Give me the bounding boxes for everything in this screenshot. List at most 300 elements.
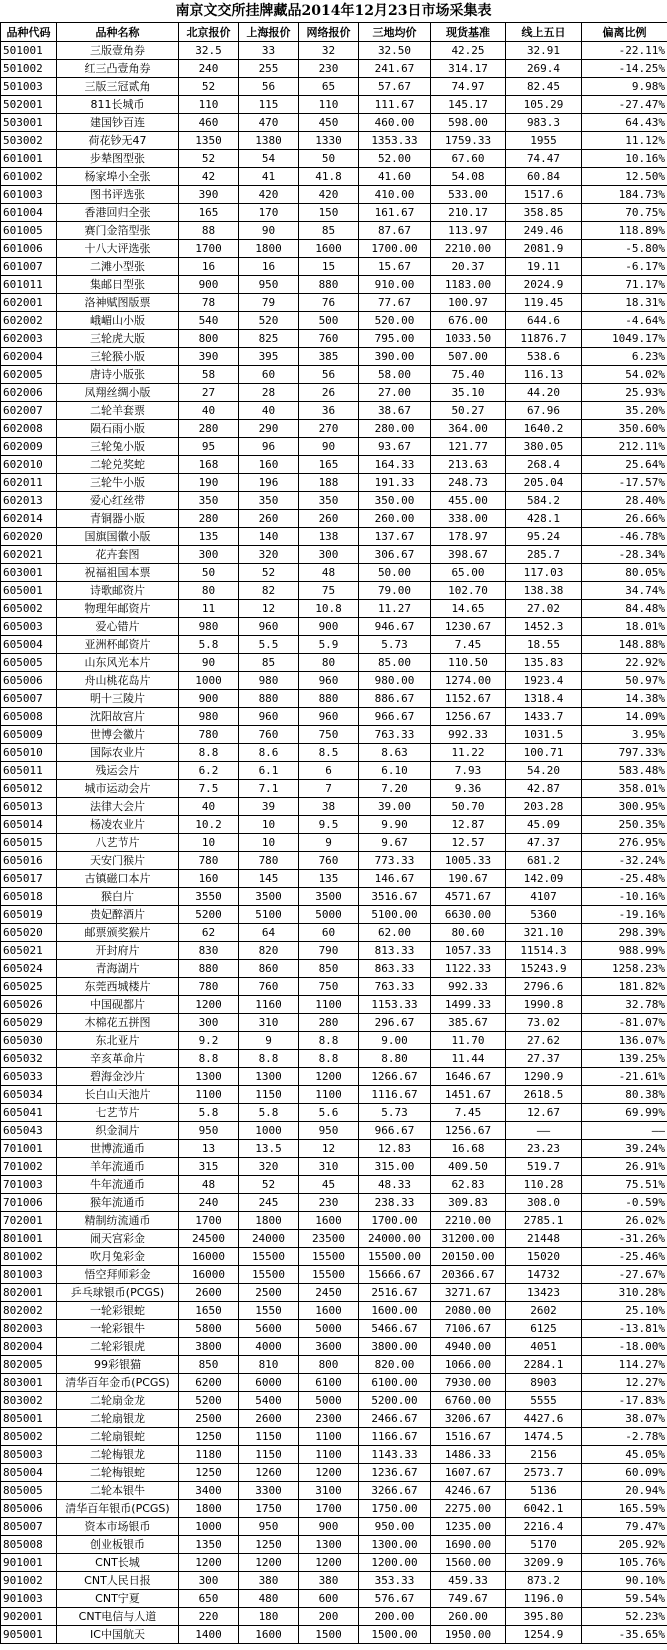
cell-avg: 1153.33 xyxy=(359,996,431,1014)
cell-online: 1700 xyxy=(299,1500,359,1518)
cell-5day: 23.23 xyxy=(506,1140,582,1158)
cell-code: 602010 xyxy=(1,456,57,474)
cell-spot: 213.63 xyxy=(431,456,506,474)
cell-deviation: 181.82% xyxy=(582,978,667,996)
cell-name: 二轮扇银龙 xyxy=(57,1410,179,1428)
cell-code: 801001 xyxy=(1,1230,57,1248)
table-row xyxy=(1,1356,667,1374)
cell-online: 230 xyxy=(299,1194,359,1212)
cell-online: 230 xyxy=(299,60,359,78)
cell-spot: 7.45 xyxy=(431,636,506,654)
table-row xyxy=(1,1518,667,1536)
table-row xyxy=(1,1014,667,1032)
cell-online: 45 xyxy=(299,1176,359,1194)
cell-beijing: 1700 xyxy=(179,1212,239,1230)
table-row xyxy=(1,96,667,114)
cell-name: 资本市场银币 xyxy=(57,1518,179,1536)
cell-code: 602021 xyxy=(1,546,57,564)
cell-online: 32 xyxy=(299,42,359,60)
cell-online: 300 xyxy=(299,546,359,564)
table-row xyxy=(1,726,667,744)
cell-5day: 8903 xyxy=(506,1374,582,1392)
cell-code: 805001 xyxy=(1,1410,57,1428)
cell-spot: 7.45 xyxy=(431,1104,506,1122)
cell-spot: 4246.67 xyxy=(431,1482,506,1500)
table-row xyxy=(1,132,667,150)
cell-deviation: 212.11% xyxy=(582,438,667,456)
cell-5day: 1474.5 xyxy=(506,1428,582,1446)
cell-name: 猴年流通币 xyxy=(57,1194,179,1212)
cell-avg: 62.00 xyxy=(359,924,431,942)
cell-online: 56 xyxy=(299,366,359,384)
cell-avg: 5466.67 xyxy=(359,1320,431,1338)
cell-shanghai: 380 xyxy=(239,1572,299,1590)
cell-5day: 110.28 xyxy=(506,1176,582,1194)
table-row xyxy=(1,978,667,996)
cell-name: 乒乓球银币(PCGS) xyxy=(57,1284,179,1302)
cell-avg: 350.00 xyxy=(359,492,431,510)
cell-spot: 409.50 xyxy=(431,1158,506,1176)
table-row xyxy=(1,906,667,924)
cell-online: 165 xyxy=(299,456,359,474)
cell-avg: 280.00 xyxy=(359,420,431,438)
cell-5day: 54.20 xyxy=(506,762,582,780)
cell-deviation: -18.00% xyxy=(582,1338,667,1356)
cell-name: 洛神赋图版票 xyxy=(57,294,179,312)
cell-online: 26 xyxy=(299,384,359,402)
cell-name: 二轮扇金龙 xyxy=(57,1392,179,1410)
cell-deviation: 114.27% xyxy=(582,1356,667,1374)
cell-online: 900 xyxy=(299,618,359,636)
cell-avg: 241.67 xyxy=(359,60,431,78)
cell-name: 一轮彩银蛇 xyxy=(57,1302,179,1320)
table-row xyxy=(1,294,667,312)
cell-shanghai: 520 xyxy=(239,312,299,330)
cell-name: 三轮兔小版 xyxy=(57,438,179,456)
cell-5day: 2618.5 xyxy=(506,1086,582,1104)
cell-online: 50 xyxy=(299,150,359,168)
table-row xyxy=(1,42,667,60)
cell-avg: 48.33 xyxy=(359,1176,431,1194)
cell-code: 801002 xyxy=(1,1248,57,1266)
cell-name: 羊年流通币 xyxy=(57,1158,179,1176)
cell-online: 1100 xyxy=(299,1428,359,1446)
table-row xyxy=(1,1230,667,1248)
cell-avg: 24000.00 xyxy=(359,1230,431,1248)
cell-online: 850 xyxy=(299,960,359,978)
market-table xyxy=(0,22,667,1644)
table-row xyxy=(1,456,667,474)
cell-5day: 1031.5 xyxy=(506,726,582,744)
cell-shanghai: 2500 xyxy=(239,1284,299,1302)
cell-spot: 455.00 xyxy=(431,492,506,510)
cell-code: 802002 xyxy=(1,1302,57,1320)
cell-shanghai: 12 xyxy=(239,600,299,618)
cell-shanghai: 950 xyxy=(239,1518,299,1536)
cell-code: 601006 xyxy=(1,240,57,258)
cell-name: 舟山桃花岛片 xyxy=(57,672,179,690)
cell-online: 23500 xyxy=(299,1230,359,1248)
cell-spot: 3271.67 xyxy=(431,1284,506,1302)
cell-online: 260 xyxy=(299,510,359,528)
cell-online: 15500 xyxy=(299,1266,359,1284)
cell-name: 99彩银猫 xyxy=(57,1356,179,1374)
cell-online: 1200 xyxy=(299,1068,359,1086)
cell-avg: 15666.67 xyxy=(359,1266,431,1284)
cell-spot: 11.44 xyxy=(431,1050,506,1068)
cell-5day: 1452.3 xyxy=(506,618,582,636)
cell-beijing: 1000 xyxy=(179,672,239,690)
cell-deviation: 70.75% xyxy=(582,204,667,222)
cell-avg: 6100.00 xyxy=(359,1374,431,1392)
cell-deviation: 71.17% xyxy=(582,276,667,294)
cell-name: 天安门猴片 xyxy=(57,852,179,870)
cell-online: 8.5 xyxy=(299,744,359,762)
table-row xyxy=(1,672,667,690)
table-row xyxy=(1,708,667,726)
cell-deviation: 105.76% xyxy=(582,1554,667,1572)
cell-beijing: 780 xyxy=(179,852,239,870)
cell-5day: 428.1 xyxy=(506,510,582,528)
cell-spot: 2210.00 xyxy=(431,1212,506,1230)
table-row xyxy=(1,528,667,546)
cell-online: 1600 xyxy=(299,240,359,258)
cell-deviation: -46.78% xyxy=(582,528,667,546)
cell-name: 法律大会片 xyxy=(57,798,179,816)
cell-beijing: 280 xyxy=(179,420,239,438)
cell-5day: 584.2 xyxy=(506,492,582,510)
cell-code: 701003 xyxy=(1,1176,57,1194)
cell-shanghai: 5.8 xyxy=(239,1104,299,1122)
cell-name: 811长城币 xyxy=(57,96,179,114)
cell-beijing: 16000 xyxy=(179,1248,239,1266)
cell-spot: 74.97 xyxy=(431,78,506,96)
cell-spot: 50.27 xyxy=(431,402,506,420)
cell-avg: 390.00 xyxy=(359,348,431,366)
cell-spot: 3206.67 xyxy=(431,1410,506,1428)
cell-spot: 12.87 xyxy=(431,816,506,834)
cell-shanghai: 1160 xyxy=(239,996,299,1014)
table-row xyxy=(1,762,667,780)
cell-beijing: 830 xyxy=(179,942,239,960)
cell-5day: 1517.6 xyxy=(506,186,582,204)
header-name: 品种名称 xyxy=(57,23,179,42)
cell-beijing: 190 xyxy=(179,474,239,492)
cell-5day: 538.6 xyxy=(506,348,582,366)
cell-name: 古镇磁口本片 xyxy=(57,870,179,888)
cell-5day: 116.13 xyxy=(506,366,582,384)
cell-avg: 164.33 xyxy=(359,456,431,474)
cell-avg: 1266.67 xyxy=(359,1068,431,1086)
cell-avg: 9.00 xyxy=(359,1032,431,1050)
cell-code: 605003 xyxy=(1,618,57,636)
cell-5day: 4107 xyxy=(506,888,582,906)
cell-deviation: 1258.23% xyxy=(582,960,667,978)
cell-name: 碧海金沙片 xyxy=(57,1068,179,1086)
table-row xyxy=(1,546,667,564)
cell-spot: 9.36 xyxy=(431,780,506,798)
cell-code: 902001 xyxy=(1,1608,57,1626)
cell-deviation: -10.16% xyxy=(582,888,667,906)
cell-5day: 983.3 xyxy=(506,114,582,132)
cell-spot: 248.73 xyxy=(431,474,506,492)
cell-online: 1100 xyxy=(299,1446,359,1464)
cell-online: 2300 xyxy=(299,1410,359,1428)
cell-code: 605017 xyxy=(1,870,57,888)
cell-spot: 1451.67 xyxy=(431,1086,506,1104)
cell-spot: 54.08 xyxy=(431,168,506,186)
cell-online: 5000 xyxy=(299,906,359,924)
cell-name: 三轮猴小版 xyxy=(57,348,179,366)
cell-spot: 110.50 xyxy=(431,654,506,672)
cell-shanghai: 1250 xyxy=(239,1536,299,1554)
header-code: 品种代码 xyxy=(1,23,57,42)
cell-deviation: -35.65% xyxy=(582,1626,667,1644)
cell-5day: 15243.9 xyxy=(506,960,582,978)
table-body xyxy=(1,42,667,1644)
cell-online: 950 xyxy=(299,1122,359,1140)
cell-avg: 15.67 xyxy=(359,258,431,276)
cell-online: 5000 xyxy=(299,1320,359,1338)
cell-code: 601005 xyxy=(1,222,57,240)
cell-beijing: 52 xyxy=(179,78,239,96)
cell-online: 600 xyxy=(299,1590,359,1608)
cell-spot: 1066.00 xyxy=(431,1356,506,1374)
cell-code: 805007 xyxy=(1,1518,57,1536)
cell-spot: 398.67 xyxy=(431,546,506,564)
cell-shanghai: 1260 xyxy=(239,1464,299,1482)
cell-code: 605016 xyxy=(1,852,57,870)
cell-deviation: 298.39% xyxy=(582,924,667,942)
cell-shanghai: 3500 xyxy=(239,888,299,906)
cell-shanghai: 5100 xyxy=(239,906,299,924)
cell-deviation: 79.47% xyxy=(582,1518,667,1536)
cell-shanghai: 41 xyxy=(239,168,299,186)
cell-5day: 2602 xyxy=(506,1302,582,1320)
header-online: 网络报价 xyxy=(299,23,359,42)
cell-deviation: -22.11% xyxy=(582,42,667,60)
cell-avg: 3516.67 xyxy=(359,888,431,906)
cell-code: 701006 xyxy=(1,1194,57,1212)
cell-5day: 2081.9 xyxy=(506,240,582,258)
cell-avg: 353.33 xyxy=(359,1572,431,1590)
cell-online: 60 xyxy=(299,924,359,942)
cell-name: 爱心红丝带 xyxy=(57,492,179,510)
table-row xyxy=(1,1032,667,1050)
cell-beijing: 350 xyxy=(179,492,239,510)
cell-spot: 1152.67 xyxy=(431,690,506,708)
cell-code: 905001 xyxy=(1,1626,57,1644)
cell-code: 602003 xyxy=(1,330,57,348)
cell-name: 三版三冠贰角 xyxy=(57,78,179,96)
cell-5day: 268.4 xyxy=(506,456,582,474)
cell-shanghai: 79 xyxy=(239,294,299,312)
cell-name: 世博流通币 xyxy=(57,1140,179,1158)
cell-beijing: 1350 xyxy=(179,1536,239,1554)
cell-name: 牛年流通币 xyxy=(57,1176,179,1194)
cell-shanghai: 1380 xyxy=(239,132,299,150)
cell-spot: 1256.67 xyxy=(431,1122,506,1140)
cell-online: 80 xyxy=(299,654,359,672)
cell-avg: 946.67 xyxy=(359,618,431,636)
cell-code: 601002 xyxy=(1,168,57,186)
cell-code: 701002 xyxy=(1,1158,57,1176)
cell-online: 1600 xyxy=(299,1212,359,1230)
table-row xyxy=(1,564,667,582)
cell-5day: 285.7 xyxy=(506,546,582,564)
cell-deviation: -81.07% xyxy=(582,1014,667,1032)
cell-spot: 145.17 xyxy=(431,96,506,114)
table-row xyxy=(1,276,667,294)
cell-code: 602002 xyxy=(1,312,57,330)
table-row xyxy=(1,348,667,366)
cell-code: 605025 xyxy=(1,978,57,996)
cell-shanghai: 880 xyxy=(239,690,299,708)
cell-name: 杨家埠小全张 xyxy=(57,168,179,186)
cell-5day: 873.2 xyxy=(506,1572,582,1590)
cell-5day: 308.0 xyxy=(506,1194,582,1212)
cell-avg: 763.33 xyxy=(359,726,431,744)
cell-beijing: 1250 xyxy=(179,1464,239,1482)
cell-name: 赛门金箔型张 xyxy=(57,222,179,240)
cell-5day: 5170 xyxy=(506,1536,582,1554)
cell-5day: 358.85 xyxy=(506,204,582,222)
cell-5day: 644.6 xyxy=(506,312,582,330)
table-row xyxy=(1,1554,667,1572)
cell-spot: 1122.33 xyxy=(431,960,506,978)
cell-spot: 20.37 xyxy=(431,258,506,276)
table-row xyxy=(1,1320,667,1338)
cell-deviation: -32.24% xyxy=(582,852,667,870)
cell-5day: 5360 xyxy=(506,906,582,924)
table-row xyxy=(1,1122,667,1140)
cell-5day: 3209.9 xyxy=(506,1554,582,1572)
cell-beijing: 900 xyxy=(179,276,239,294)
cell-shanghai: 1150 xyxy=(239,1428,299,1446)
cell-beijing: 6200 xyxy=(179,1374,239,1392)
cell-name: 唐诗小版张 xyxy=(57,366,179,384)
cell-beijing: 1300 xyxy=(179,1068,239,1086)
table-row xyxy=(1,1608,667,1626)
cell-beijing: 950 xyxy=(179,1122,239,1140)
cell-beijing: 62 xyxy=(179,924,239,942)
cell-avg: 8.63 xyxy=(359,744,431,762)
cell-code: 605010 xyxy=(1,744,57,762)
cell-5day: 27.02 xyxy=(506,600,582,618)
cell-spot: 1256.67 xyxy=(431,708,506,726)
cell-deviation: -27.67% xyxy=(582,1266,667,1284)
cell-online: 760 xyxy=(299,330,359,348)
cell-name: 二轮梅银蛇 xyxy=(57,1464,179,1482)
cell-avg: 57.67 xyxy=(359,78,431,96)
cell-online: 1200 xyxy=(299,1464,359,1482)
table-row xyxy=(1,942,667,960)
cell-shanghai: 85 xyxy=(239,654,299,672)
cell-spot: 7.93 xyxy=(431,762,506,780)
cell-code: 803001 xyxy=(1,1374,57,1392)
cell-code: 503001 xyxy=(1,114,57,132)
table-row xyxy=(1,1284,667,1302)
table-row xyxy=(1,510,667,528)
cell-online: 90 xyxy=(299,438,359,456)
cell-avg: 886.67 xyxy=(359,690,431,708)
cell-online: 760 xyxy=(299,852,359,870)
cell-avg: 980.00 xyxy=(359,672,431,690)
cell-avg: 146.67 xyxy=(359,870,431,888)
cell-name: 清华百年银币(PCGS) xyxy=(57,1500,179,1518)
cell-5day: 1254.9 xyxy=(506,1626,582,1644)
table-row xyxy=(1,60,667,78)
cell-spot: 598.00 xyxy=(431,114,506,132)
cell-code: 802004 xyxy=(1,1338,57,1356)
cell-deviation: 28.40% xyxy=(582,492,667,510)
cell-5day: 4051 xyxy=(506,1338,582,1356)
cell-beijing: 1100 xyxy=(179,1086,239,1104)
cell-shanghai: 290 xyxy=(239,420,299,438)
cell-online: 350 xyxy=(299,492,359,510)
cell-beijing: 460 xyxy=(179,114,239,132)
cell-spot: 190.67 xyxy=(431,870,506,888)
cell-shanghai: 980 xyxy=(239,672,299,690)
cell-spot: 1560.00 xyxy=(431,1554,506,1572)
table-row xyxy=(1,1338,667,1356)
cell-shanghai: 8.8 xyxy=(239,1050,299,1068)
table-row xyxy=(1,816,667,834)
cell-beijing: 1250 xyxy=(179,1428,239,1446)
cell-deviation: 9.98% xyxy=(582,78,667,96)
cell-name: 爱心错片 xyxy=(57,618,179,636)
cell-beijing: 390 xyxy=(179,348,239,366)
cell-code: 602014 xyxy=(1,510,57,528)
cell-5day: 6042.1 xyxy=(506,1500,582,1518)
cell-name: 辛亥革命片 xyxy=(57,1050,179,1068)
table-row xyxy=(1,888,667,906)
header-beijing: 北京报价 xyxy=(179,23,239,42)
cell-shanghai: 395 xyxy=(239,348,299,366)
cell-spot: 67.60 xyxy=(431,150,506,168)
cell-avg: 50.00 xyxy=(359,564,431,582)
cell-online: 36 xyxy=(299,402,359,420)
cell-spot: 1499.33 xyxy=(431,996,506,1014)
cell-shanghai: 960 xyxy=(239,618,299,636)
cell-deviation: -25.48% xyxy=(582,870,667,888)
cell-5day: 27.37 xyxy=(506,1050,582,1068)
cell-code: 805006 xyxy=(1,1500,57,1518)
cell-5day: 47.37 xyxy=(506,834,582,852)
cell-avg: 460.00 xyxy=(359,114,431,132)
cell-code: 605041 xyxy=(1,1104,57,1122)
cell-deviation: -6.17% xyxy=(582,258,667,276)
table-row xyxy=(1,636,667,654)
cell-online: 750 xyxy=(299,726,359,744)
cell-5day: 5555 xyxy=(506,1392,582,1410)
cell-5day: 18.55 xyxy=(506,636,582,654)
cell-avg: 1143.33 xyxy=(359,1446,431,1464)
cell-online: 6 xyxy=(299,762,359,780)
cell-beijing: 48 xyxy=(179,1176,239,1194)
cell-avg: 1700.00 xyxy=(359,1212,431,1230)
cell-deviation: -31.26% xyxy=(582,1230,667,1248)
cell-shanghai: 260 xyxy=(239,510,299,528)
cell-shanghai: 5600 xyxy=(239,1320,299,1338)
cell-name: 八艺节片 xyxy=(57,834,179,852)
table-row xyxy=(1,1482,667,1500)
cell-online: 5000 xyxy=(299,1392,359,1410)
cell-deviation: 69.99% xyxy=(582,1104,667,1122)
cell-code: 802001 xyxy=(1,1284,57,1302)
cell-beijing: 1650 xyxy=(179,1302,239,1320)
cell-deviation: 25.64% xyxy=(582,456,667,474)
